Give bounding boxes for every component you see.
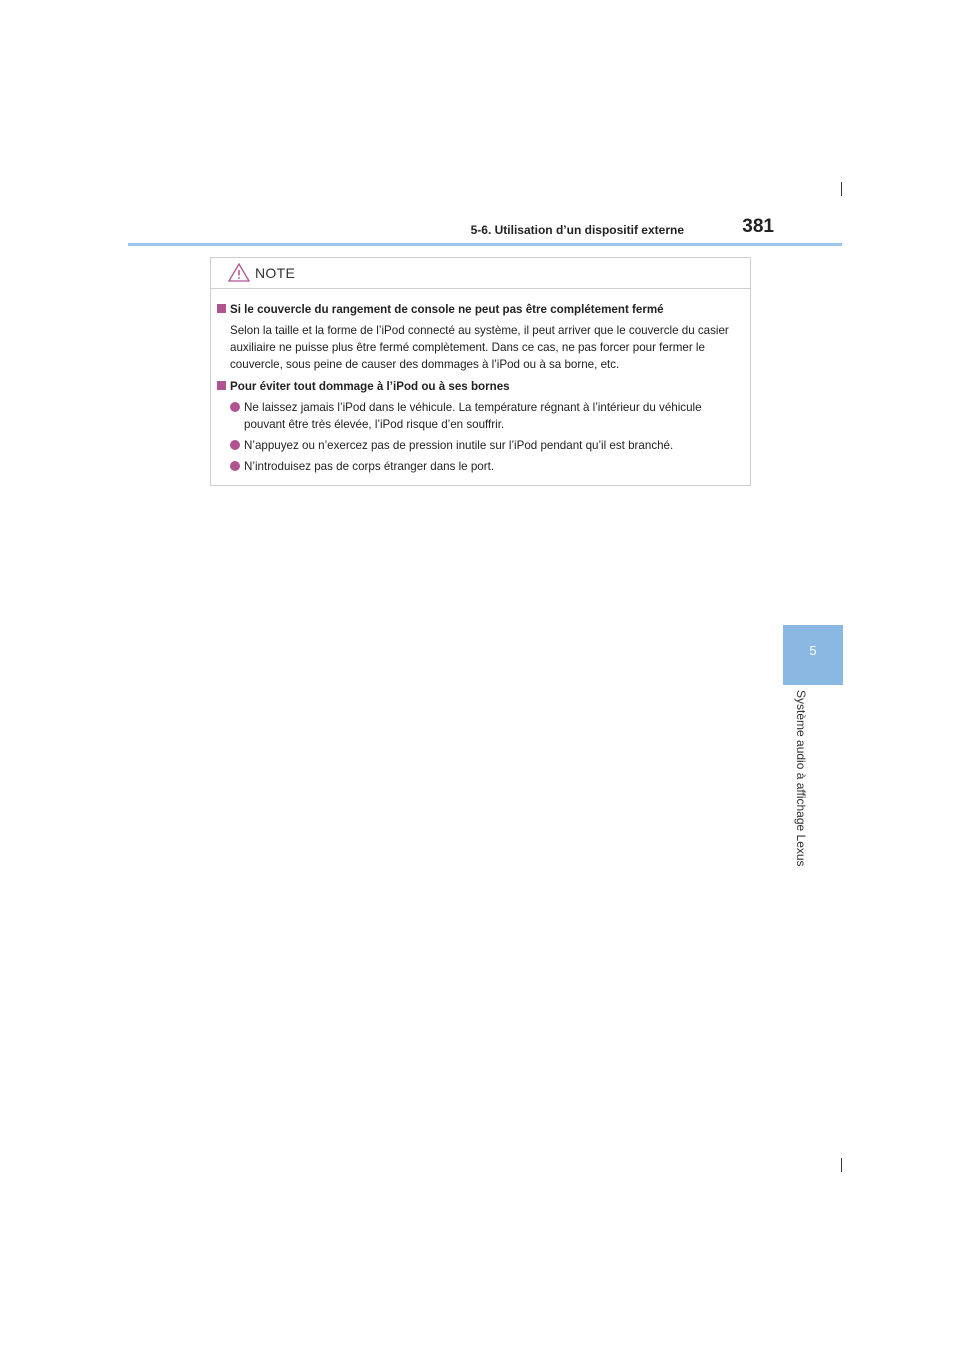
list-item-text: N’introduisez pas de corps étranger dans le port.: [244, 460, 495, 473]
note-box: [210, 257, 751, 486]
round-bullet-icon: [230, 440, 240, 450]
list-item-text: N’appuyez ou n’exercez pas de pression inutile sur l’iPod pendant qu’il est branché.: [244, 439, 674, 452]
chapter-tab: [783, 625, 843, 685]
warning-triangle-icon: [228, 263, 250, 282]
page-number: 381: [742, 216, 774, 237]
round-bullet-icon: [230, 461, 240, 471]
item-heading-text: Si le couvercle du rangement de console ne peut pas être complétement fermé: [230, 303, 664, 316]
crop-mark-bottom: [841, 1158, 842, 1172]
list-item: [217, 437, 744, 454]
page-header: [128, 214, 842, 246]
header-rule: [128, 243, 842, 246]
chapter-label: Système audio à affichage Lexus: [794, 690, 808, 867]
chapter-number: 5: [809, 643, 817, 658]
item-heading: [217, 378, 744, 395]
item-heading: [217, 301, 744, 318]
note-title: NOTE: [255, 265, 296, 281]
item-heading-text: Pour éviter tout dommage à l’iPod ou à ses bornes: [230, 380, 510, 393]
item-paragraph: Selon la taille et la forme de l’iPod connecté au système, il peut arriver que le couvercle du casier auxiliaire ne puisse plus être fermé complètement. Dans ce cas, ne pas forcer pour fermer le couvercle, sous peine de causer des dommages à l’iPod ou à sa borne, etc.: [230, 324, 729, 371]
list-item: [217, 458, 744, 475]
crop-mark-top: [841, 182, 842, 196]
section-title: 5-6. Utilisation d’un dispositif externe: [470, 223, 684, 237]
square-bullet-icon: [217, 304, 226, 313]
note-header: [211, 258, 750, 289]
list-item-text: Ne laissez jamais l’iPod dans le véhicule. La température régnant à l’intérieur du véhicule pouvant être très élevée, l’iPod risque d’en souffrir.: [244, 401, 702, 431]
round-bullet-icon: [230, 402, 240, 412]
note-body: [211, 289, 750, 475]
list-item: [217, 399, 744, 433]
square-bullet-icon: [217, 381, 226, 390]
